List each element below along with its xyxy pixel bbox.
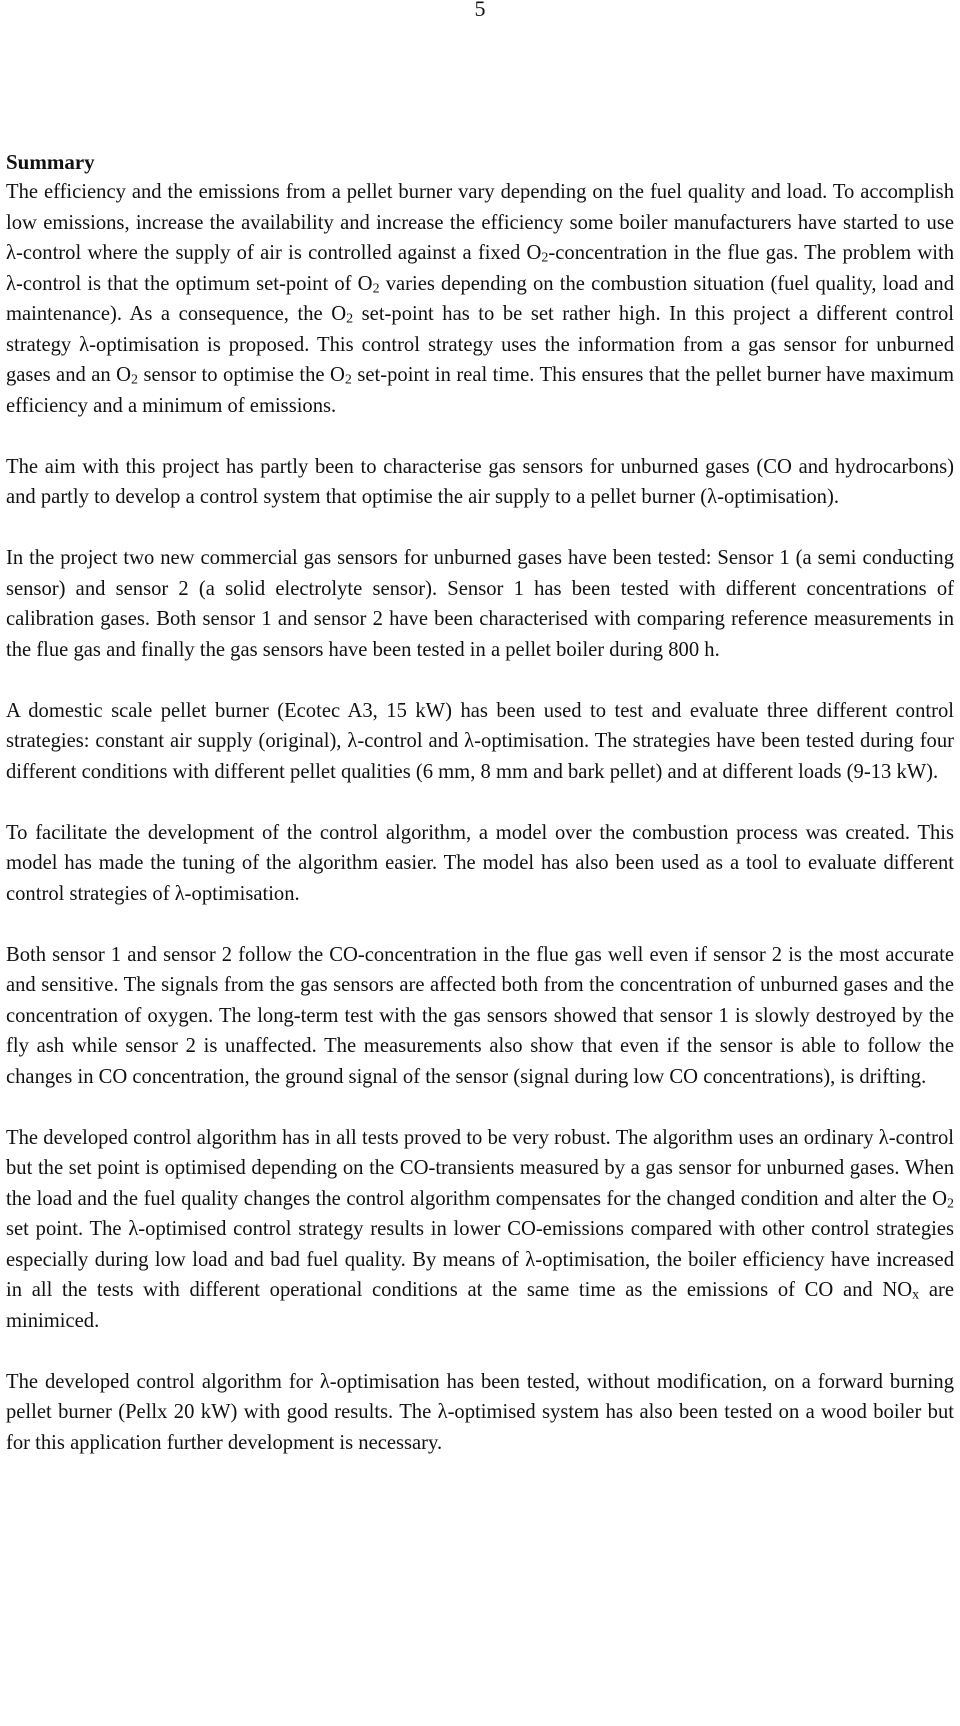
subscript: 2 [372, 281, 380, 297]
subscript: 2 [346, 311, 354, 327]
subscript: 2 [344, 372, 352, 388]
text-run: varies depending on the combustion situation (fuel quality, load and maintenance). As a consequence, the O [6, 272, 954, 325]
text-run: To facilitate the development of the control algorithm, a model over the combustion process was created. This model has made the tuning of the algorithm easier. The model has also been used as a tool to evaluate different control strategies of λ-optimisation. [6, 821, 954, 905]
subscript: x [912, 1287, 920, 1303]
text-run: set point. The λ-optimised control strategy results in lower CO-emissions compared with other control strategies especially during low load and bad fuel quality. By means of λ-optimisation, the boiler efficiency have increased in all the tests with different operational conditions at the same time as the emissions of CO and NO [6, 1218, 954, 1301]
subscript: 2 [541, 250, 549, 266]
paragraph [6, 177, 954, 421]
text-run: The developed control algorithm for λ-optimisation has been tested, without modification, on a forward burning pellet burner (Pellx 20 kW) with good results. The λ-optimised system has also been tested on a wood boiler but for this application further development is necessary. [6, 1370, 954, 1454]
text-run: The aim with this project has partly been to characterise gas sensors for unburned gases (CO and hydrocarbons) and partly to develop a control system that optimise the air supply to a pellet burner (λ-optimisation). [6, 455, 954, 508]
section-heading: Summary [6, 150, 95, 174]
summary-body [6, 177, 954, 1458]
subscript: 2 [131, 372, 139, 388]
page-number: 5 [474, 0, 486, 21]
paragraph [6, 543, 954, 665]
summary-section [6, 147, 954, 1458]
text-run: set-point in real time. This ensures that the pellet burner have maximum efficiency and a minimum of emissions. [6, 364, 954, 417]
paragraph [6, 1123, 954, 1337]
paragraph [6, 696, 954, 788]
text-run: sensor to optimise the O [138, 364, 345, 386]
paragraph [6, 940, 954, 1093]
text-run: The efficiency and the emissions from a pellet burner vary depending on the fuel quality and load. To accomplish low emissions, increase the availability and increase the efficiency some boiler manufacturers have started to use λ-control where the supply of air is controlled against a fixed O [6, 181, 954, 264]
text-run: The developed control algorithm has in all tests proved to be very robust. The algorithm uses an ordinary λ-control but the set point is optimised depending on the CO-transients measured by a gas sensor for unburned gases. When the load and the fuel quality changes the control algorithm compensates for the changed condition and alter the O [6, 1126, 954, 1210]
text-run: -concentration in the flue gas. The problem with λ-control is that the optimum set-point of O [6, 242, 954, 295]
text-run: Both sensor 1 and sensor 2 follow the CO-concentration in the flue gas well even if sensor 2 is the most accurate and sensitive. The signals from the gas sensors are affected both from the concentration of unburned gases and the concentration of oxygen. The long-term test with the gas sensors showed that sensor 1 is slowly destroyed by the fly ash while sensor 2 is unaffected. The measurements also show that even if the sensor is able to follow the changes in CO concentration, the ground signal of the sensor (signal during low CO concentrations), is drifting. [6, 943, 954, 1088]
paragraph [6, 452, 954, 513]
text-run: In the project two new commercial gas sensors for unburned gases have been tested: Sensor 1 (a semi conducting sensor) and sensor 2 (a solid electrolyte sensor). Sensor 1 has been tested with different concentrations of calibration gases. Both sensor 1 and sensor 2 have been characterised with comparing reference measurements in the flue gas and finally the gas sensors have been tested in a pellet boiler during 800 h. [6, 547, 954, 661]
paragraph [6, 818, 954, 910]
subscript: 2 [947, 1196, 954, 1212]
text-run: are minimiced. [6, 1279, 955, 1332]
text-run: A domestic scale pellet burner (Ecotec A3, 15 kW) has been used to test and evaluate three different control strategies: constant air supply (original), λ-control and λ-optimisation. The strategies have been tested during four different conditions with different pellet qualities (6 mm, 8 mm and bark pellet) and at different loads (9-13 kW). [6, 699, 954, 783]
paragraph [6, 1367, 954, 1459]
text-run: set-point has to be set rather high. In this project a different control strategy λ-optimisation is proposed. This control strategy uses the information from a gas sensor for unburned gases and an O [6, 303, 955, 386]
